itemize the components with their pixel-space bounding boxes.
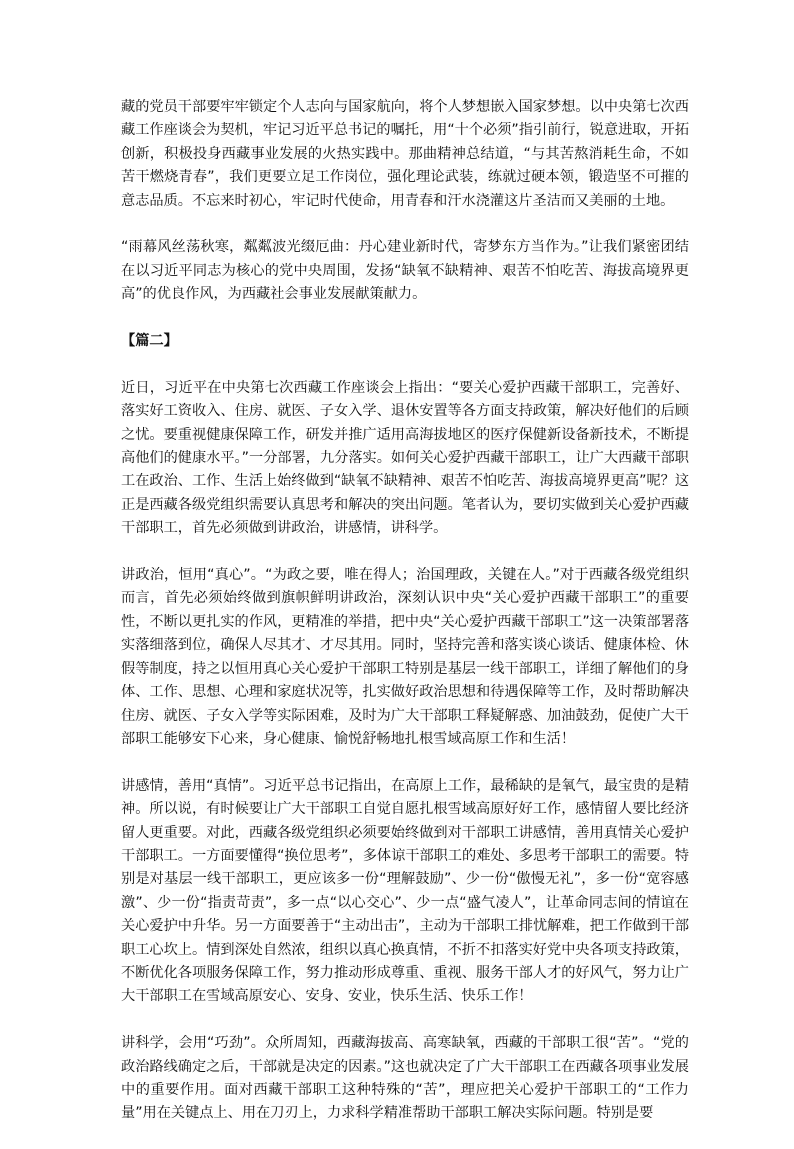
paragraph-politics: 讲政治，恒用“真心”。“为政之要，唯在得人；治国理政，关键在人。”对于西藏各级党组织而言，首先必须始终做到旗帜鲜明讲政治，深刻认识中央“关心爱护西藏干部职工”的重要性，不断以更扎实的作风，更精准的举措，把中央“关心爱护西藏干部职工”这一决策部署落实落细落到位，确保人尽其才、才尽其用。同时，坚持完善和落实谈心谈话、健康体检、休假等制度，持之以恒用真心关心爱护干部职工特别是基层一线干部职工，详细了解他们的身体、工作、思想、心理和家庭状况等，扎实做好政治思想和待遇保障等工作，及时帮助解决住房、就医、子女入学等实际困难，及时为广大干部职工释疑解惑、加油鼓劲，促使广大干部职工能够安下心来，身心健康、愉悦舒畅地扎根雪域高原工作和生活！ bbox=[121, 567, 690, 747]
section-heading: 【篇二】 bbox=[121, 333, 178, 350]
paragraph-science: 讲科学，会用“巧劲”。众所周知，西藏海拔高、高寒缺氧，西藏的干部职工很“苦”。“党的政治路线确定之后，干部就是决定的因素。”这也就决定了广大干部职工在西藏各项事业发展中的重要作用。面对西藏干部职工这种特殊的“苦”，理应把关心爱护干部职工的“工作力量”用在关键点上、用在刀刃上，力求科学精准帮助干部职工解决实际问题。特别是要 bbox=[121, 1035, 689, 1122]
paragraph-closing: “雨幕风丝荡秋寒，粼粼波光缀厄曲：丹心建业新时代，寄梦东方当作为。”让我们紧密团结在以习近平同志为核心的党中央周围，发扬“缺氧不缺精神、艰苦不怕吃苦、海拔高境界更高”的优良作风，为西藏社会事业发展献策献力。 bbox=[121, 239, 689, 303]
document-page bbox=[121, 96, 689, 1149]
paragraph-emotion: 讲感情，善用“真情”。习近平总书记指出，在高原上工作，最稀缺的是氧气，最宝贵的是精神。所以说，有时候要让广大干部职工自觉自愿扎根雪域高原好好工作，感情留人要比经济留人更重要。对此，西藏各级党组织必须要始终做到对干部职工讲感情，善用真情关心爱护干部职工。一方面要懂得“换位思考”，多体谅干部职工的难处、多思考干部职工的需要。特别是对基层一线干部职工，更应该多一份“理解鼓励”、少一份“傲慢无礼”，多一份“宽容感激”、少一份“指责苛责”，多一点“以心交心”、少一点“盛气凌人”，让革命同志间的情谊在关心爱护中升华。另一方面要善于“主动出击”，主动为干部职工排忧解难，把工作做到干部职工心坎上。情到深处自然浓，组织以真心换真情，不折不扣落实好党中央各项支持政策，不断优化各项服务保障工作，努力推动形成尊重、重视、服务干部人才的好风气，努力让广大干部职工在雪域高原安心、安身、安业，快乐生活、快乐工作！ bbox=[121, 777, 690, 1005]
paragraph-continuation: 藏的党员干部要牢牢锁定个人志向与国家航向，将个人梦想嵌入国家梦想。以中央第七次西藏工作座谈会为契机，牢记习近平总书记的嘱托，用“十个必须”指引前行，锐意进取，开拓创新，积极投身西藏事业发展的火热实践中。那曲精神总结道，“与其苦熬消耗生命，不如苦干燃烧青春”，我们更要立足工作岗位，强化理论武装，练就过硬本领，锻造坚不可摧的意志品质。不忘来时初心，牢记时代使命，用青春和汗水浇灌这片圣洁而又美丽的土地。 bbox=[121, 99, 690, 209]
paragraph-intro: 近日，习近平在中央第七次西藏工作座谈会上指出：“要关心爱护西藏干部职工，完善好、落实好工资收入、住房、就医、子女入学、退休安置等各方面支持政策，解决好他们的后顾之忧。要重视健康保障工作，研发并推广适用高海拔地区的医疗保健新设备新技术，不断提高他们的健康水平。”一分部署，九分落实。如何关心爱护西藏干部职工，让广大西藏干部职工在政治、工作、生活上始终做到“缺氧不缺精神、艰苦不怕吃苦、海拔高境界更高”呢？这正是西藏各级党组织需要认真思考和解决的突出问题。笔者认为，要切实做到关心爱护西藏干部职工，首先必须做到讲政治，讲感情，讲科学。 bbox=[121, 379, 690, 537]
